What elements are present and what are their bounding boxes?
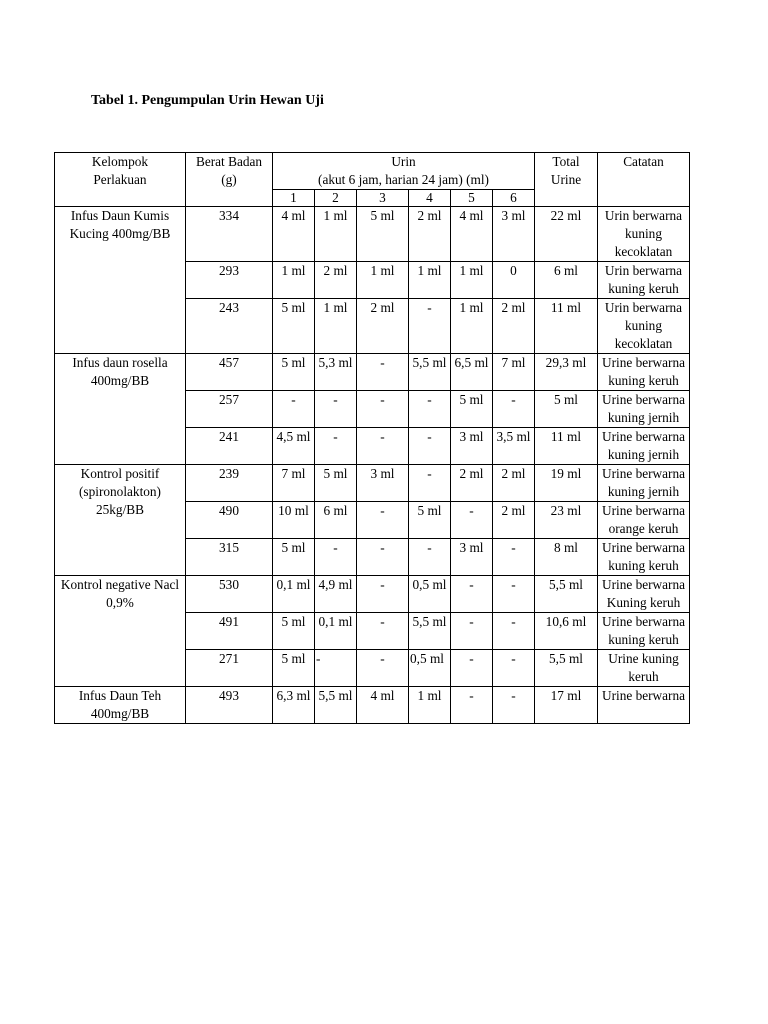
berat-badan-cell: 243 bbox=[186, 299, 273, 354]
urine-sample-cell: - bbox=[409, 428, 451, 465]
table-row bbox=[55, 354, 690, 391]
urine-sample-cell: 3 ml bbox=[493, 207, 535, 262]
urine-sample-cell: 1 ml bbox=[315, 299, 357, 354]
urine-sample-cell: 1 ml bbox=[409, 262, 451, 299]
total-urine-cell: 11 ml bbox=[535, 299, 598, 354]
header-sample-2: 2 bbox=[315, 190, 357, 207]
urine-sample-cell: - bbox=[451, 502, 493, 539]
berat-badan-cell: 241 bbox=[186, 428, 273, 465]
urine-sample-cell: 1 ml bbox=[409, 687, 451, 724]
urine-sample-cell: 5 ml bbox=[273, 299, 315, 354]
table-row bbox=[55, 207, 690, 262]
berat-badan-cell: 293 bbox=[186, 262, 273, 299]
urine-sample-cell: - bbox=[409, 391, 451, 428]
catatan-cell: Urine berwarna bbox=[598, 687, 690, 724]
urine-sample-cell: 3 ml bbox=[451, 428, 493, 465]
header-sample-4: 4 bbox=[409, 190, 451, 207]
urine-sample-cell: - bbox=[451, 613, 493, 650]
urine-sample-cell: 5,5 ml bbox=[315, 687, 357, 724]
total-urine-cell: 5 ml bbox=[535, 391, 598, 428]
group-name: Kontrol positif (spironolakton) 25kg/BB bbox=[55, 465, 186, 576]
berat-badan-cell: 457 bbox=[186, 354, 273, 391]
total-urine-cell: 10,6 ml bbox=[535, 613, 598, 650]
urine-sample-cell: - bbox=[493, 539, 535, 576]
urine-sample-cell: - bbox=[357, 391, 409, 428]
catatan-cell: Urin berwarna kuning keruh bbox=[598, 262, 690, 299]
urine-sample-cell: 5,5 ml bbox=[409, 354, 451, 391]
catatan-cell: Urine berwarna kuning keruh bbox=[598, 613, 690, 650]
urine-sample-cell: 2 ml bbox=[409, 207, 451, 262]
berat-badan-cell: 493 bbox=[186, 687, 273, 724]
urine-sample-cell: 1 ml bbox=[273, 262, 315, 299]
total-urine-cell: 11 ml bbox=[535, 428, 598, 465]
urine-sample-cell: 5 ml bbox=[409, 502, 451, 539]
urine-sample-cell: 4,5 ml bbox=[273, 428, 315, 465]
group-name: Infus Daun Kumis Kucing 400mg/BB bbox=[55, 207, 186, 354]
header-catatan: Catatan bbox=[598, 153, 690, 207]
urine-sample-cell: - bbox=[493, 650, 535, 687]
urine-sample-cell: 0 bbox=[493, 262, 535, 299]
urine-sample-cell: 5,3 ml bbox=[315, 354, 357, 391]
header-sample-1: 1 bbox=[273, 190, 315, 207]
urine-sample-cell: 3,5 ml bbox=[493, 428, 535, 465]
urine-sample-cell: - bbox=[493, 391, 535, 428]
catatan-cell: Urine berwarna kuning jernih bbox=[598, 391, 690, 428]
urine-sample-cell: - bbox=[315, 650, 357, 687]
header-sample-5: 5 bbox=[451, 190, 493, 207]
total-urine-cell: 6 ml bbox=[535, 262, 598, 299]
urine-sample-cell: - bbox=[357, 428, 409, 465]
urine-sample-cell: - bbox=[451, 576, 493, 613]
urine-sample-cell: 4 ml bbox=[273, 207, 315, 262]
urine-sample-cell: 6 ml bbox=[315, 502, 357, 539]
urine-sample-cell: 4 ml bbox=[451, 207, 493, 262]
total-urine-cell: 29,3 ml bbox=[535, 354, 598, 391]
urine-sample-cell: - bbox=[357, 502, 409, 539]
urine-sample-cell: - bbox=[451, 687, 493, 724]
urine-sample-cell: 4 ml bbox=[357, 687, 409, 724]
urine-sample-cell: - bbox=[357, 576, 409, 613]
urine-sample-cell: 5 ml bbox=[357, 207, 409, 262]
urine-sample-cell: 2 ml bbox=[493, 502, 535, 539]
berat-badan-cell: 530 bbox=[186, 576, 273, 613]
urine-sample-cell: 7 ml bbox=[493, 354, 535, 391]
table-caption: Tabel 1. Pengumpulan Urin Hewan Uji bbox=[91, 93, 324, 108]
catatan-cell: Urine berwarna kuning jernih bbox=[598, 465, 690, 502]
group-name: Infus daun rosella 400mg/BB bbox=[55, 354, 186, 465]
urine-sample-cell: 3 ml bbox=[451, 539, 493, 576]
catatan-cell: Urin berwarna kuning kecoklatan bbox=[598, 207, 690, 262]
urine-sample-cell: - bbox=[357, 354, 409, 391]
urine-sample-cell: 10 ml bbox=[273, 502, 315, 539]
urine-sample-cell: 5 ml bbox=[273, 354, 315, 391]
berat-badan-cell: 239 bbox=[186, 465, 273, 502]
urine-sample-cell: - bbox=[409, 465, 451, 502]
berat-badan-cell: 315 bbox=[186, 539, 273, 576]
urine-sample-cell: 5 ml bbox=[273, 650, 315, 687]
urine-sample-cell: - bbox=[357, 539, 409, 576]
header-kelompok: Kelompok Perlakuan bbox=[55, 153, 186, 207]
urine-sample-cell: - bbox=[493, 687, 535, 724]
table-row bbox=[55, 465, 690, 502]
urine-sample-cell: - bbox=[357, 613, 409, 650]
total-urine-cell: 8 ml bbox=[535, 539, 598, 576]
urine-table bbox=[54, 152, 690, 724]
berat-badan-cell: 490 bbox=[186, 502, 273, 539]
total-urine-cell: 17 ml bbox=[535, 687, 598, 724]
header-sample-6: 6 bbox=[493, 190, 535, 207]
urine-sample-cell: 6,3 ml bbox=[273, 687, 315, 724]
catatan-cell: Urine berwarna kuning keruh bbox=[598, 354, 690, 391]
total-urine-cell: 22 ml bbox=[535, 207, 598, 262]
urine-sample-cell: 0,5 ml bbox=[409, 576, 451, 613]
total-urine-cell: 23 ml bbox=[535, 502, 598, 539]
urine-sample-cell: 7 ml bbox=[273, 465, 315, 502]
catatan-cell: Urine berwarna kuning jernih bbox=[598, 428, 690, 465]
catatan-cell: Urine kuning keruh bbox=[598, 650, 690, 687]
urine-sample-cell: 1 ml bbox=[451, 262, 493, 299]
urine-sample-cell: 6,5 ml bbox=[451, 354, 493, 391]
urine-sample-cell: 0,1 ml bbox=[273, 576, 315, 613]
header-row bbox=[55, 153, 690, 190]
total-urine-cell: 5,5 ml bbox=[535, 576, 598, 613]
urine-sample-cell: 2 ml bbox=[357, 299, 409, 354]
urine-sample-cell: - bbox=[357, 650, 409, 687]
urine-sample-cell: - bbox=[409, 539, 451, 576]
berat-badan-cell: 257 bbox=[186, 391, 273, 428]
urine-sample-cell: 0,1 ml bbox=[315, 613, 357, 650]
urine-sample-cell: 5 ml bbox=[273, 539, 315, 576]
urine-sample-cell: 5 ml bbox=[273, 613, 315, 650]
urine-sample-cell: 2 ml bbox=[315, 262, 357, 299]
catatan-cell: Urine berwarna Kuning keruh bbox=[598, 576, 690, 613]
urine-sample-cell: - bbox=[451, 650, 493, 687]
urine-sample-cell: 5 ml bbox=[315, 465, 357, 502]
header-urin: Urin (akut 6 jam, harian 24 jam) (ml) bbox=[273, 153, 535, 190]
urine-sample-cell: 2 ml bbox=[451, 465, 493, 502]
urine-sample-cell: 5 ml bbox=[451, 391, 493, 428]
urine-sample-cell: - bbox=[493, 576, 535, 613]
catatan-cell: Urine berwarna orange keruh bbox=[598, 502, 690, 539]
urine-sample-cell: 0,5 ml bbox=[409, 650, 451, 687]
berat-badan-cell: 491 bbox=[186, 613, 273, 650]
catatan-cell: Urine berwarna kuning keruh bbox=[598, 539, 690, 576]
urine-sample-cell: 3 ml bbox=[357, 465, 409, 502]
urine-sample-cell: 4,9 ml bbox=[315, 576, 357, 613]
urine-sample-cell: 1 ml bbox=[315, 207, 357, 262]
table-row bbox=[55, 687, 690, 724]
group-name: Infus Daun Teh 400mg/BB bbox=[55, 687, 186, 724]
group-name: Kontrol negative Nacl 0,9% bbox=[55, 576, 186, 687]
table-row bbox=[55, 576, 690, 613]
urine-sample-cell: 5,5 ml bbox=[409, 613, 451, 650]
urine-sample-cell: 2 ml bbox=[493, 465, 535, 502]
header-total: Total Urine bbox=[535, 153, 598, 207]
urine-sample-cell: 1 ml bbox=[451, 299, 493, 354]
urine-sample-cell: - bbox=[315, 428, 357, 465]
urine-sample-cell: - bbox=[409, 299, 451, 354]
urine-sample-cell: 1 ml bbox=[357, 262, 409, 299]
header-berat-badan: Berat Badan (g) bbox=[186, 153, 273, 207]
urine-sample-cell: - bbox=[315, 391, 357, 428]
urine-sample-cell: 2 ml bbox=[493, 299, 535, 354]
berat-badan-cell: 271 bbox=[186, 650, 273, 687]
urine-sample-cell: - bbox=[273, 391, 315, 428]
berat-badan-cell: 334 bbox=[186, 207, 273, 262]
urine-sample-cell: - bbox=[493, 613, 535, 650]
total-urine-cell: 5,5 ml bbox=[535, 650, 598, 687]
catatan-cell: Urin berwarna kuning kecoklatan bbox=[598, 299, 690, 354]
total-urine-cell: 19 ml bbox=[535, 465, 598, 502]
header-sample-3: 3 bbox=[357, 190, 409, 207]
urine-sample-cell: - bbox=[315, 539, 357, 576]
